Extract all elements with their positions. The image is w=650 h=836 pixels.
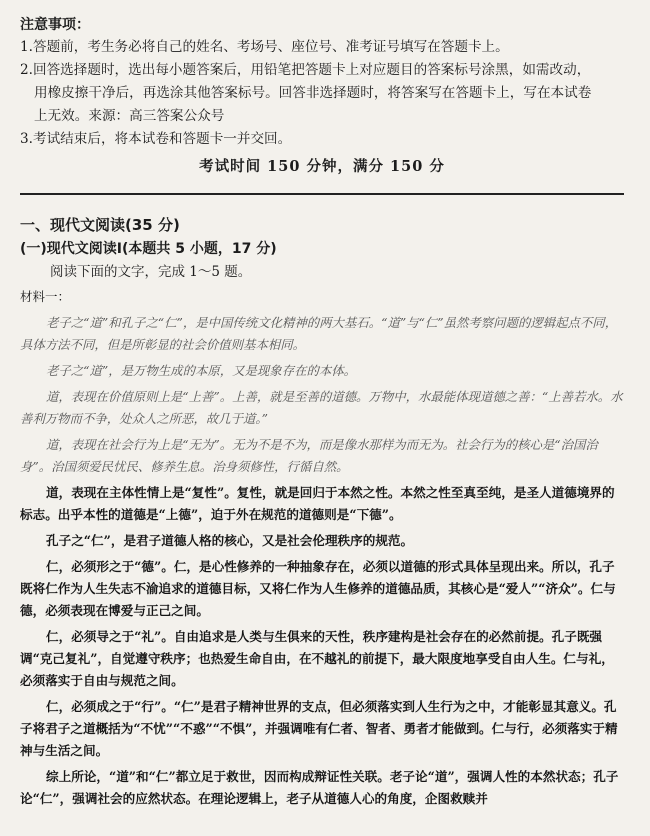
notice-item-1: 1.答题前，考生务必将自己的姓名、考场号、座位号、准考证号填写在答题卡上。 (20, 39, 509, 55)
passage-paragraph: 仁，必须形之于“德”。仁，是心性修养的一种抽象存在，必须以道德的形式具体呈现出来。所以，孔子既将仁作为人生失志不渝追求的道德目标，又将仁作为人生修养的道德品质，其核心是“爱人”“济众”。仁与德，必须表现在博爱与正己之间。 (20, 559, 616, 618)
passage-paragraph: 综上所论，“道”和“仁”都立足于救世，因而构成辩证性关联。老子论“道”，强调人性的本然状态；孔子论“仁”，强调社会的应然状态。在理论逻辑上，老子从道德人心的角度，企图救赎并 (20, 769, 619, 806)
material-label: 材料一： (20, 289, 71, 304)
passage-paragraph: 道，表现在主体性情上是“复性”。复性，就是回归于本然之性。本然之性至真至纯，是圣人道德境界的标志。出乎本性的道德是“上德”，迫于外在规范的道德则是“下德”。 (20, 485, 615, 522)
passage-paragraph: 仁，必须成之于“行”。“仁”是君子精神世界的支点，但必须落实到人生行为之中，才能彰显其意义。孔子将君子之道概括为“不忧”“不惑”“不惧”，并强调唯有仁者、智者、勇者才能做到。仁与行，必须落实于精神与生活之间。 (20, 699, 618, 758)
passage (20, 312, 624, 810)
section-title: 一、现代文阅读(35 分) (20, 216, 180, 234)
divider-line (20, 193, 624, 195)
exam-time: 考试时间 150 分钟，满分 150 分 (199, 158, 445, 175)
notice-item-2-cont: 用橡皮擦干净后，再选涂其他答案标号。回答非选择题时，将答案写在答题卡上，写在本试卷 (34, 85, 592, 101)
passage-paragraph: 老子之“道”，是万物生成的本原，又是现象存在的本体。 (46, 363, 357, 378)
reading-instruction: 阅读下面的文字，完成 1～5 题。 (50, 264, 252, 280)
sub-section-title: (一)现代文阅读Ⅰ(本题共 5 小题，17 分) (20, 241, 277, 257)
notice-item-2: 2.回答选择题时，选出每小题答案后，用铅笔把答题卡上对应题目的答案标号涂黑，如需改动， (20, 62, 591, 78)
notice-title: 注意事项： (20, 17, 90, 33)
notice-block (20, 14, 624, 179)
passage-paragraph: 老子之“道”和孔子之“仁”，是中国传统文化精神的两大基石。“道”与“仁”虽然考察问题的逻辑起点不同，具体方法不同，但是所彰显的社会价值则基本相同。 (20, 315, 618, 352)
passage-paragraph: 道，表现在社会行为上是“无为”。无为不是不为，而是像水那样为而无为。社会行为的核心是“治国治身”。治国须爱民忧民、修养生息。治身须修性，行循自然。 (20, 437, 598, 474)
notice-item-2-end: 上无效。来源：高三答案公众号 (34, 108, 225, 124)
passage-paragraph: 孔子之“仁”，是君子道德人格的核心，又是社会伦理秩序的规范。 (46, 533, 414, 548)
notice-item-3: 3.考试结束后，将本试卷和答题卡一并交回。 (20, 131, 292, 147)
passage-paragraph: 道，表现在价值原则上是“上善”。上善，就是至善的道德。万物中，水最能体现道德之善：“上善若水。水善利万物而不争，处众人之所恶，故几于道。” (20, 389, 623, 426)
passage-paragraph: 仁，必须导之于“礼”。自由追求是人类与生俱来的天性，秩序建构是社会存在的必然前提。孔子既强调“克己复礼”，自觉遵守秩序；也热爱生命自由，在不越礼的前提下，最大限度地享受自由人生。仁与礼，必须落实于自由与规范之间。 (20, 629, 614, 688)
